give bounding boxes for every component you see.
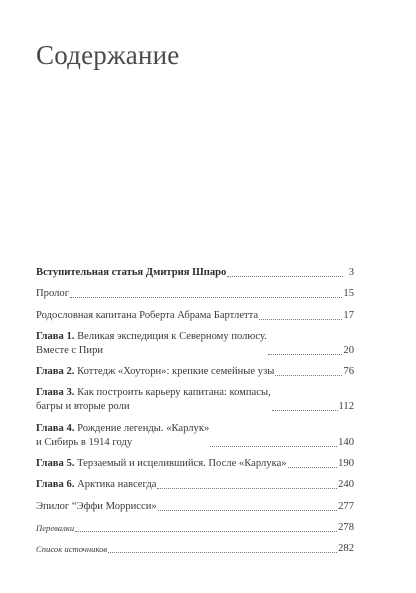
dot-leader [288, 467, 338, 468]
dot-leader [268, 354, 343, 355]
toc-entry-chapter-6[interactable] [36, 478, 354, 492]
toc-entry-label: Эпилог “Эффи Моррисси» [36, 500, 157, 512]
toc-page-number: 76 [343, 366, 354, 378]
page-title: Содержание [36, 40, 180, 70]
toc-page-number: 112 [338, 401, 354, 413]
chapter-number: Глава 1. [36, 330, 75, 342]
toc-entry-genealogy[interactable] [36, 309, 354, 323]
toc-entry-epilogue[interactable] [36, 500, 354, 514]
toc-page-number: 20 [343, 344, 354, 356]
dot-leader [158, 510, 337, 511]
chapter-title-line-1: Терзаемый и исцелившийся. После «Карлука» [77, 458, 287, 470]
dot-leader [108, 552, 337, 553]
chapter-title-line-2: Вместе с Пири [36, 344, 104, 356]
toc-entry-text [36, 330, 267, 358]
chapter-title-line-2: и Сибирь в 1914 году [36, 436, 133, 448]
dot-leader [227, 276, 343, 277]
chapter-title-line-2: багры и вторые роли [36, 401, 130, 413]
toc-page-number: 190 [338, 458, 354, 470]
toc-entry-sources[interactable] [36, 542, 354, 556]
toc-entry-chapter-5[interactable] [36, 457, 354, 471]
toc-entry-label: Перевалки [36, 522, 75, 533]
toc-entry-chapter-1[interactable] [36, 330, 354, 358]
toc-entry-label: Родословная капитана Роберта Абрама Бартлетта [36, 309, 259, 321]
dot-leader [157, 488, 337, 489]
dot-leader [210, 446, 337, 447]
toc-page-number: 3 [348, 267, 354, 278]
chapter-title-line-1: Рождение легенды. «Карлук» [77, 422, 210, 434]
chapter-number: Глава 4. [36, 422, 75, 434]
dot-leader [259, 319, 342, 320]
toc-entry-chapter-3[interactable] [36, 386, 354, 414]
chapter-title-line-1: Как построить карьеру капитана: компасы, [77, 387, 271, 399]
dot-leader [70, 297, 342, 298]
dot-leader [75, 531, 337, 532]
chapter-number: Глава 3. [36, 387, 75, 399]
toc-page-number: 240 [338, 479, 354, 491]
toc-entry-intro[interactable] [36, 266, 354, 280]
chapter-number: Глава 2. [36, 366, 75, 378]
toc-page-number: 282 [338, 543, 354, 555]
chapter-number: Глава 6. [36, 479, 75, 491]
toc-page-number: 17 [343, 309, 354, 321]
chapter-title-line-1: Коттедж «Хоуторн»: крепкие семейные узы [77, 366, 275, 378]
toc-entry-text [36, 386, 271, 414]
toc-entry-text [36, 457, 287, 471]
toc-page-number: 15 [343, 288, 354, 300]
toc-entry-label: Пролог [36, 288, 70, 300]
toc-entry-chapter-2[interactable] [36, 365, 354, 379]
dot-leader [275, 375, 342, 376]
chapter-title-line-1: Великая экспедиция к Северному полюсу. [77, 330, 267, 342]
toc-entry-text [36, 422, 209, 450]
toc-page-number: 140 [338, 436, 354, 448]
chapter-title-line-1: Арктика навсегда [77, 479, 157, 491]
toc-entry-prologue[interactable] [36, 287, 354, 301]
toc-page-number: 277 [338, 500, 354, 512]
toc-entry-text [36, 478, 156, 492]
chapter-number: Глава 5. [36, 458, 75, 470]
toc-entry-label: Список источников [36, 544, 108, 555]
toc-entry-label: Вступительная статья Дмитрия Шпаро [36, 267, 227, 278]
dot-leader [272, 410, 338, 411]
toc-entry-text [36, 365, 274, 379]
table-of-contents [36, 266, 354, 564]
toc-entry-chapter-4[interactable] [36, 422, 354, 450]
toc-entry-perevalki[interactable] [36, 521, 354, 535]
toc-page-number: 278 [338, 521, 354, 533]
